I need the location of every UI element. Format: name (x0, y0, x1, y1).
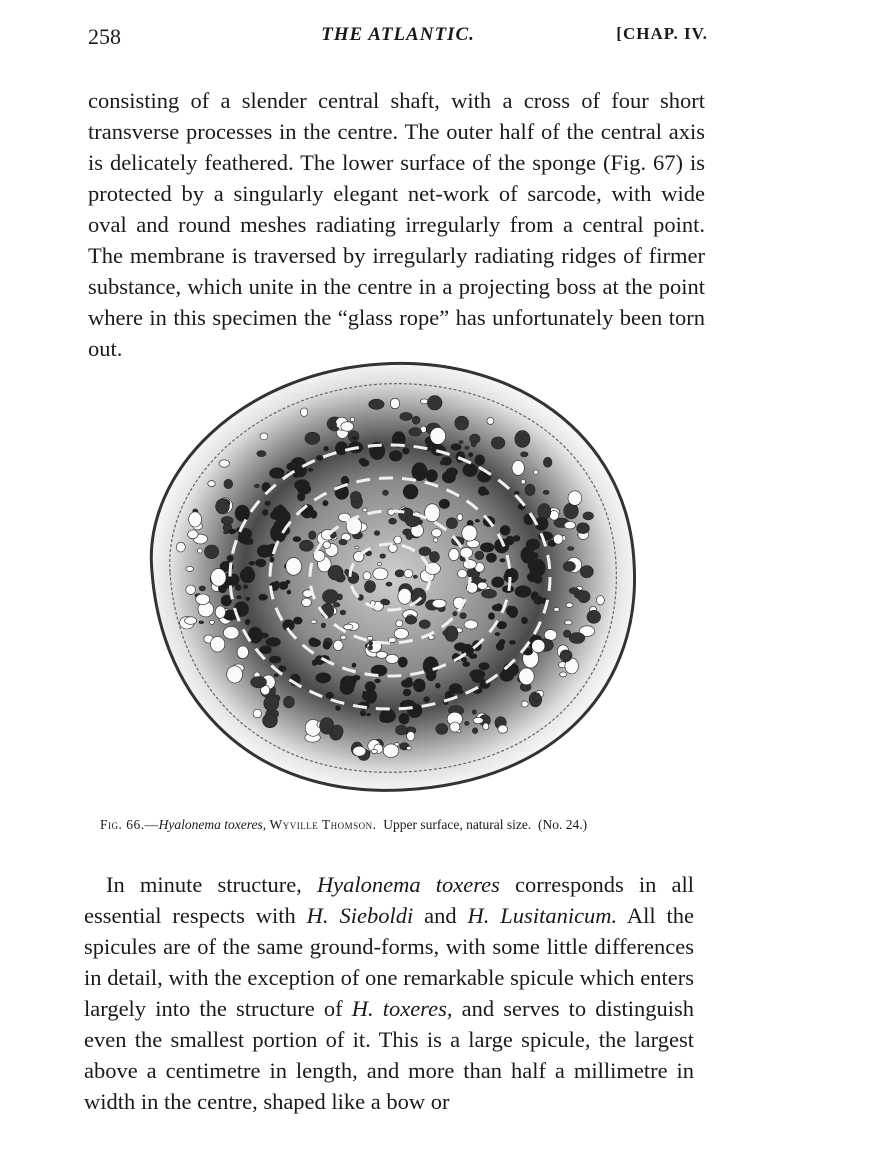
mesh-cell (188, 530, 198, 539)
mesh-cell (244, 585, 248, 589)
mesh-cell (389, 518, 397, 524)
mesh-cell (286, 558, 302, 576)
mesh-cell (514, 491, 519, 495)
mesh-cell (396, 725, 408, 735)
mesh-cell (537, 517, 547, 526)
mesh-cell (365, 581, 376, 593)
mesh-cell (363, 691, 367, 695)
text-run: and (413, 902, 468, 928)
mesh-cell (396, 620, 403, 627)
caption-description: Upper surface, natural size. (383, 817, 532, 832)
mesh-cell (350, 491, 361, 502)
mesh-cell (386, 582, 392, 586)
mesh-cell (363, 508, 367, 512)
mesh-cell (496, 604, 502, 611)
mesh-cell (345, 569, 350, 574)
mesh-cell (355, 546, 359, 549)
mesh-cell (460, 613, 467, 619)
mesh-cell (566, 603, 573, 608)
mesh-cell (340, 610, 346, 615)
mesh-cell (398, 657, 407, 667)
mesh-cell (403, 689, 411, 696)
figure-caption (100, 817, 700, 833)
figure-label: Fig. 66.— (100, 817, 159, 832)
mesh-cell (446, 518, 457, 529)
mesh-cell (400, 412, 412, 420)
mesh-cell (186, 566, 194, 571)
mesh-cell (543, 457, 552, 467)
mesh-cell (472, 710, 476, 715)
mesh-cell (235, 585, 241, 591)
mesh-cell (323, 641, 331, 649)
mesh-cell (316, 455, 323, 460)
mesh-cell (254, 484, 259, 488)
mesh-cell (409, 428, 422, 436)
mesh-cell (577, 523, 590, 534)
mesh-cell (262, 509, 268, 515)
mesh-cell (328, 565, 343, 580)
mesh-cell (509, 640, 515, 644)
mesh-cell (347, 676, 357, 686)
mesh-cell (449, 549, 459, 561)
mesh-cell (480, 543, 494, 552)
running-title: THE ATLANTIC. (321, 24, 475, 45)
mesh-cell (383, 744, 399, 758)
mesh-cell (462, 525, 477, 541)
mesh-cell (500, 525, 510, 535)
mesh-cell (485, 490, 489, 495)
mesh-cell (210, 636, 224, 652)
mesh-cell (380, 709, 396, 723)
mesh-cell (316, 673, 331, 683)
mesh-cell (463, 463, 478, 476)
mesh-cell (407, 747, 412, 751)
mesh-cell (457, 514, 463, 521)
mesh-cell (340, 635, 346, 640)
mesh-cell (321, 623, 325, 628)
mesh-cell (176, 542, 185, 552)
mesh-cell (464, 620, 478, 629)
mesh-cell (235, 505, 249, 521)
caption-number: (No. 24.) (538, 817, 588, 832)
mesh-cell (332, 725, 344, 738)
mesh-cell (424, 697, 430, 703)
mesh-cell (457, 689, 464, 693)
mesh-cell (259, 594, 268, 600)
mesh-cell (450, 722, 460, 732)
mesh-cell (470, 670, 485, 680)
mesh-cell (495, 632, 500, 635)
mesh-cell (463, 662, 470, 667)
mesh-cell (407, 731, 415, 740)
mesh-cell (439, 499, 450, 508)
mesh-cell (286, 580, 290, 584)
mesh-cell (407, 704, 422, 718)
mesh-cell (333, 603, 340, 607)
mesh-cell (487, 417, 494, 424)
mesh-cell (587, 610, 601, 623)
mesh-cell (564, 522, 575, 529)
mesh-cell (374, 531, 379, 536)
mesh-cell (265, 501, 270, 506)
mesh-cell (274, 674, 278, 677)
caption-species: Hyalonema toxeres, (158, 817, 267, 832)
mesh-cell (468, 453, 472, 457)
mesh-cell (398, 588, 412, 604)
mesh-cell (297, 484, 310, 494)
mesh-cell (339, 539, 347, 545)
mesh-cell (453, 612, 457, 616)
mesh-cell (442, 457, 452, 466)
paragraph-1: consisting of a slender central shaft, with a cross of four short transverse processes in the centre. The outer half of the central axis is delicately feathered. The lower surface of the sponge (Fig. 67) is protected by a singularly elegant net-work of sarcode, with wide oval and round meshes radiating irregularly from a central point. The membrane is traversed by irregularly radiating ridges of firmer substance, which unite in the centre in a projecting boss at the point where in this specimen the “glass rope” has unfortunately been torn out. (88, 87, 705, 361)
mesh-cell (335, 442, 347, 455)
mesh-cell (465, 721, 470, 725)
mesh-cell (352, 663, 356, 667)
mesh-cell (216, 499, 230, 514)
mesh-cell (260, 433, 268, 440)
mesh-cell (377, 562, 381, 565)
mesh-cell (419, 620, 430, 629)
mesh-cell (395, 570, 404, 577)
mesh-cell (578, 591, 590, 603)
mesh-cell (367, 636, 372, 640)
mesh-cell (198, 548, 203, 553)
mesh-cell (293, 617, 302, 624)
mesh-cell (350, 417, 354, 421)
mesh-cell (465, 446, 469, 449)
mesh-cell (371, 749, 377, 753)
mesh-cell (580, 566, 593, 578)
mesh-cell (497, 621, 507, 628)
mesh-cell (384, 600, 390, 605)
mesh-cell (500, 559, 505, 563)
mesh-cell (311, 620, 317, 623)
mesh-cell (399, 713, 409, 724)
mesh-cell (425, 504, 440, 522)
mesh-cell (412, 416, 420, 424)
mesh-cell (309, 531, 316, 540)
mesh-cell (273, 506, 288, 521)
species-name: H. Sieboldi (306, 902, 414, 928)
mesh-cell (521, 480, 525, 485)
mesh-cell (402, 448, 409, 454)
mesh-cell (553, 534, 563, 544)
mesh-cell (256, 559, 266, 567)
mesh-cell (442, 471, 455, 483)
mesh-cell (475, 519, 479, 522)
mesh-cell (515, 431, 530, 448)
mesh-cell (389, 451, 402, 461)
mesh-cell (257, 451, 266, 457)
mesh-cell (543, 490, 549, 494)
mesh-cell (432, 529, 442, 537)
mesh-cell (500, 670, 514, 682)
mesh-cell (227, 666, 243, 683)
mesh-cell (360, 710, 366, 716)
mesh-cell (569, 633, 585, 644)
mesh-cell (287, 462, 301, 471)
mesh-cell (287, 590, 291, 594)
mesh-cell (477, 582, 487, 589)
mesh-cell (506, 606, 514, 616)
mesh-cell (323, 542, 331, 549)
mesh-cell (367, 713, 371, 716)
mesh-cell (302, 598, 312, 606)
mesh-cell (401, 680, 413, 688)
mesh-cell (185, 617, 197, 625)
mesh-cell (534, 470, 539, 475)
mesh-cell (403, 484, 418, 499)
mesh-cell (341, 422, 354, 432)
mesh-cell (264, 696, 279, 711)
mesh-cell (224, 479, 233, 488)
mesh-cell (521, 701, 528, 707)
mesh-cell (199, 621, 204, 624)
mesh-cell (482, 589, 497, 598)
mesh-cell (210, 620, 215, 624)
mesh-cell (208, 481, 215, 487)
mesh-cell (344, 624, 353, 630)
species-name: H. toxeres, (351, 995, 453, 1021)
mesh-cell (219, 460, 229, 467)
page-header (88, 24, 708, 54)
mesh-cell (223, 627, 239, 640)
mesh-cell (419, 547, 431, 556)
mesh-cell (436, 724, 448, 735)
mesh-cell (305, 432, 320, 444)
species-name: Hyalonema toxeres (316, 871, 500, 897)
mesh-cell (215, 606, 225, 618)
mesh-cell (532, 640, 545, 653)
mesh-cell (469, 654, 477, 659)
mesh-cell (353, 746, 366, 756)
mesh-cell (486, 553, 496, 562)
mesh-cell (251, 677, 267, 688)
mesh-cell (253, 709, 261, 718)
mesh-cell (196, 594, 210, 605)
mesh-cell (473, 717, 483, 723)
mesh-cell (299, 540, 313, 551)
mesh-cell (249, 561, 255, 565)
mesh-cell (560, 672, 567, 677)
mesh-cell (270, 468, 285, 479)
mesh-cell (368, 645, 372, 650)
mesh-cell (263, 714, 278, 728)
mesh-cell (565, 620, 572, 625)
mesh-cell (394, 536, 402, 544)
mesh-cell (413, 679, 425, 692)
mesh-cell (369, 399, 384, 409)
mesh-cell (245, 619, 250, 625)
mesh-cell (521, 547, 535, 564)
mesh-cell (228, 529, 236, 534)
mesh-cell (199, 586, 205, 591)
sponge-figure (122, 342, 642, 804)
mesh-cell (332, 427, 339, 432)
mesh-cell (369, 641, 373, 645)
mesh-cell (375, 679, 381, 683)
mesh-cell (554, 608, 559, 612)
mesh-cell (483, 723, 489, 730)
mesh-cell (563, 561, 575, 571)
mesh-cell (270, 557, 274, 562)
mesh-cell (246, 597, 250, 601)
mesh-cell (471, 441, 476, 447)
mesh-cell (461, 658, 466, 662)
mesh-cell (413, 575, 417, 578)
mesh-cell (583, 512, 594, 520)
mesh-cell (519, 668, 534, 685)
text-run: corresponds in all essential respects with (84, 871, 694, 928)
mesh-cell (475, 455, 485, 466)
mesh-cell (221, 516, 233, 524)
mesh-cell (394, 628, 408, 639)
mesh-cell (243, 567, 253, 578)
mesh-cell (521, 452, 528, 457)
mesh-cell (472, 728, 477, 734)
mesh-cell (293, 537, 301, 542)
mesh-cell (189, 512, 202, 527)
text-run: and serves to distinguish even the smallest portion of it. This is a large spicule, the largest above a centimetre in length, and more than half a millimetre in width in the centre, shaped like a bow or (84, 995, 695, 1114)
mesh-cell (569, 588, 579, 594)
mesh-cell (300, 408, 307, 417)
caption-author: Wyville Thomson. (269, 817, 377, 832)
mesh-cell (309, 638, 317, 645)
mesh-cell (459, 441, 463, 444)
mesh-cell (499, 639, 505, 644)
mesh-cell (525, 484, 535, 495)
mesh-cell (481, 664, 487, 670)
mesh-cell (521, 617, 527, 624)
mesh-cell (386, 654, 399, 663)
mesh-cell (376, 651, 387, 658)
mesh-cell (443, 631, 448, 636)
mesh-cell (266, 637, 281, 646)
mesh-cell (359, 458, 366, 464)
mesh-cell (373, 568, 388, 580)
mesh-cell (323, 500, 328, 505)
mesh-cell (491, 437, 505, 449)
mesh-cell (515, 586, 531, 598)
mesh-cell (237, 596, 242, 599)
mesh-cell (405, 615, 416, 624)
mesh-cell (260, 646, 272, 654)
mesh-cell (390, 398, 399, 409)
mesh-cell (455, 416, 469, 430)
mesh-cell (538, 504, 551, 520)
mesh-cell (498, 725, 508, 733)
mesh-cell (427, 396, 442, 410)
mesh-cell (211, 569, 226, 587)
mesh-cell (365, 689, 377, 703)
mesh-cell (512, 461, 524, 476)
species-name: H. Lusitanicum. (467, 902, 618, 928)
mesh-cell (412, 463, 427, 481)
sponge-illustration (122, 342, 642, 804)
mesh-cell (436, 683, 441, 688)
mesh-cell (380, 554, 386, 558)
mesh-cell (482, 579, 486, 582)
mesh-cell (560, 650, 572, 662)
mesh-cell (475, 551, 484, 559)
mesh-cell (451, 444, 461, 451)
mesh-cell (458, 570, 468, 578)
text-run: In minute structure, (106, 871, 317, 897)
mesh-cell (533, 693, 540, 701)
mesh-cell (221, 595, 232, 606)
mesh-cell (186, 585, 196, 594)
paragraph-2 (84, 869, 694, 1117)
mesh-cell (284, 696, 295, 708)
mesh-cell (492, 577, 504, 588)
mesh-cell (227, 555, 234, 561)
mesh-cell (247, 538, 253, 544)
mesh-cell (308, 468, 313, 471)
mesh-cell (568, 547, 574, 551)
mesh-cell (333, 640, 343, 650)
mesh-cell (430, 427, 446, 444)
mesh-cell (352, 437, 357, 440)
chapter-label: [CHAP. IV. (616, 24, 708, 43)
page-number: 258 (88, 24, 121, 49)
mesh-cell (324, 446, 329, 451)
mesh-cell (531, 592, 539, 601)
mesh-cell (326, 692, 334, 698)
mesh-cell (237, 646, 248, 659)
mesh-cell (429, 552, 439, 563)
mesh-cell (363, 572, 371, 580)
mesh-cell (488, 613, 494, 620)
mesh-cell (568, 491, 582, 506)
mesh-cell (513, 535, 520, 541)
mesh-cell (336, 706, 341, 711)
mesh-cell (432, 599, 446, 608)
mesh-cell (423, 657, 438, 675)
mesh-cell (337, 594, 342, 600)
text-run: All the spicules are of the same ground-forms, with some little differences in detail, with the exception of one remarkable spicule which enters largely into the structure of (84, 902, 694, 1021)
mesh-cell (596, 596, 604, 605)
mesh-cell (269, 656, 281, 663)
mesh-cell (223, 531, 228, 534)
mesh-cell (433, 538, 438, 542)
mesh-cell (404, 569, 413, 577)
mesh-cell (323, 590, 339, 604)
mesh-cell (383, 490, 389, 495)
mesh-cell (534, 575, 542, 583)
mesh-cell (426, 470, 438, 482)
mesh-cell (204, 545, 218, 559)
